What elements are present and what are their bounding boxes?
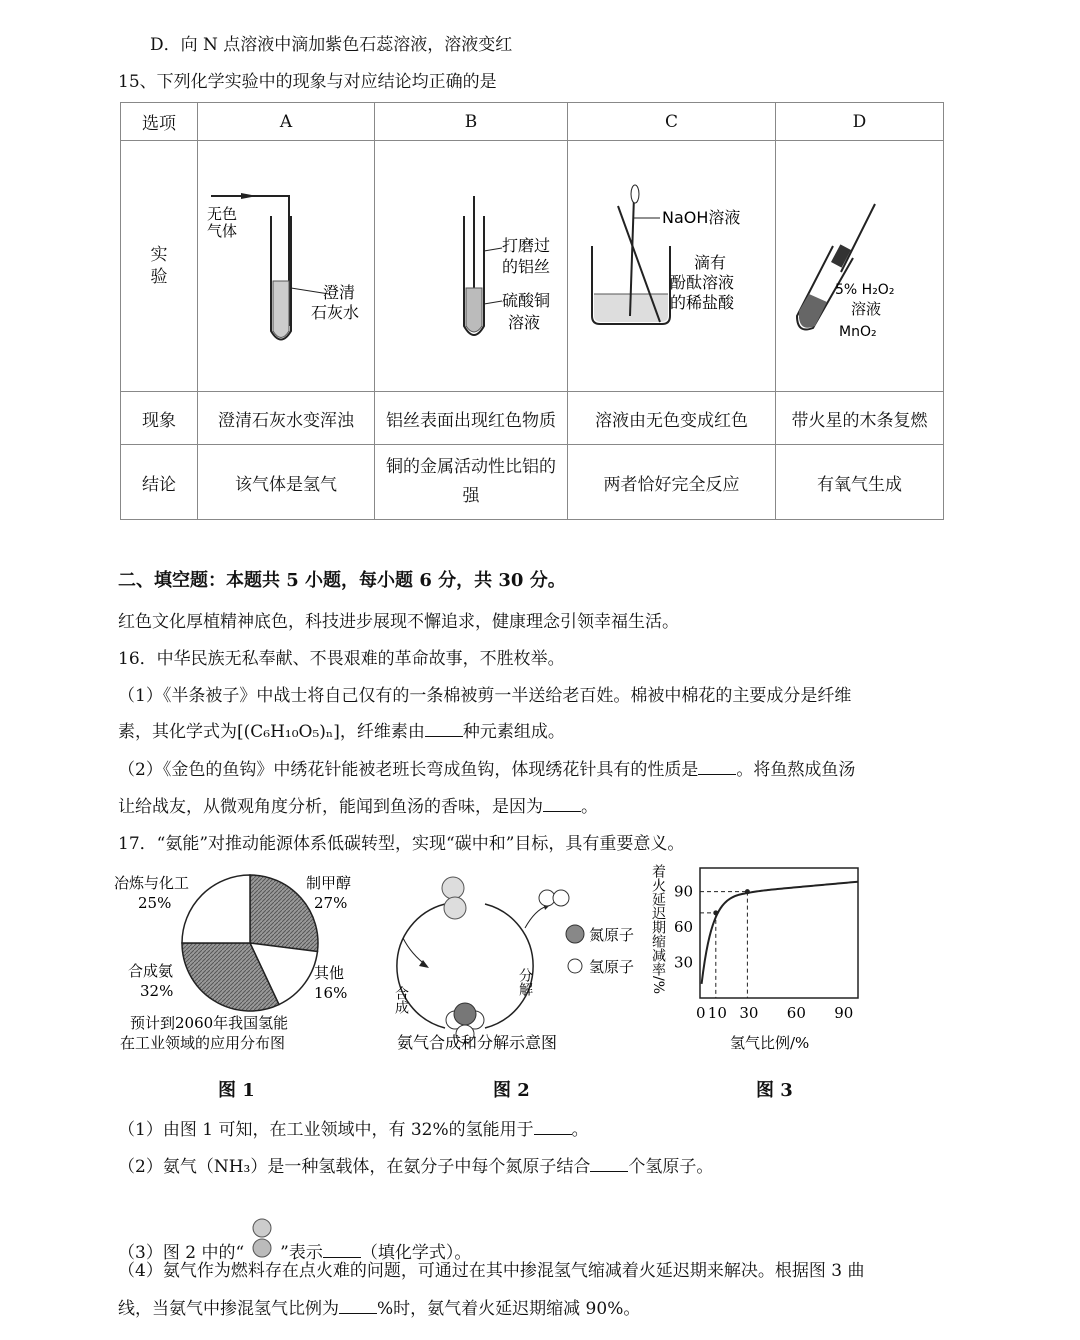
synth-label: 合成 <box>393 986 409 1014</box>
conclusion-a: 该气体是氢气 <box>198 445 375 520</box>
conclusion-b: 铜的金属活动性比铝的强 <box>375 445 568 520</box>
pie-label-3: 合成氨 <box>128 962 174 980</box>
label-naoh: NaOH溶液 <box>661 208 740 227</box>
label-acid-3: 的稀盐酸 <box>669 293 734 312</box>
experiment-d-diagram <box>777 176 943 356</box>
header-option: 选项 <box>121 103 198 141</box>
delay-curve <box>702 882 858 984</box>
y-tick-label: 30 <box>674 953 694 972</box>
q16-p2b: 让给战友，从微观角度分析，能闻到鱼汤的香味，是因为 。 <box>118 797 598 817</box>
x-tick-label: 90 <box>834 1004 854 1022</box>
q14-option-d: D．向 N 点溶液中滴加紫色石蕊溶液，溶液变红 <box>150 35 513 55</box>
experiment-b-diagram <box>378 176 564 356</box>
guide-point-1 <box>745 889 750 894</box>
q17-stem: 17．“氨能”对推动能源体系低碳转型，实现“碳中和”目标，具有重要意义。 <box>118 834 685 854</box>
pie-chart <box>110 858 380 1058</box>
label-h2o2-2: 溶液 <box>850 300 881 318</box>
header-d: D <box>776 103 944 141</box>
experiment-c-diagram <box>572 176 772 356</box>
q16-p1a: （1）《半条被子》中战士将自己仅有的一条棉被剪一半送给老百姓。棉被中棉花的主要成分是纤维 <box>118 686 852 706</box>
delay-curve-chart <box>638 858 890 1058</box>
fig1-title-1: 预计到2060年我国氢能 <box>130 1014 289 1032</box>
section-intro: 红色文化厚植精神底色，科技进步展现不懈追求，健康理念引领幸福生活。 <box>118 612 679 632</box>
answer-blank[interactable] <box>543 797 581 812</box>
row-label-conclusion: 结论 <box>121 445 198 520</box>
q17-figures <box>110 858 890 1103</box>
pie-pct-0: 25% <box>138 894 172 912</box>
label-gas <box>207 205 237 240</box>
fig1-title-2: 在工业领域的应用分布图 <box>120 1034 286 1052</box>
q16-p2a: （2）《金色的鱼钩》中绣花针能被老班长弯成鱼钩，体现绣花针具有的性质是 。将鱼熬成鱼汤 <box>118 760 856 780</box>
decomp-label: 分解 <box>517 968 533 996</box>
conclusion-d: 有氧气生成 <box>776 445 944 520</box>
answer-blank[interactable] <box>590 1157 628 1172</box>
q17-p2: （2）氨气（NH₃）是一种氢载体，在氨分子中每个氮原子结合 个氢原子。 <box>118 1157 714 1177</box>
header-a: A <box>198 103 375 141</box>
pie-label-1: 制甲醇 <box>306 874 352 892</box>
row-label-phenomenon: 现象 <box>121 392 198 445</box>
fig2-title: 氨气合成和分解示意图 <box>397 1033 558 1052</box>
label-h2o2-1: 5% H₂O₂ <box>834 282 894 298</box>
label-cu-2: 溶液 <box>508 313 541 332</box>
pie-slice-0 <box>182 875 250 943</box>
x-tick-label: 10 <box>707 1004 727 1022</box>
experiment-b-cell <box>375 141 568 392</box>
experiment-a-cell <box>198 141 375 392</box>
ammonia-diagram <box>375 858 645 1058</box>
label-mno2: MnO₂ <box>838 324 877 340</box>
pie-label-2: 其他 <box>314 964 345 982</box>
plot-frame <box>700 868 858 998</box>
x-tick-label: 30 <box>739 1004 759 1022</box>
fig1-caption: 图 1 <box>218 1080 255 1101</box>
phenomenon-d: 带火星的木条复燃 <box>776 392 944 445</box>
y-axis-label: 着火延迟期缩减率/% <box>650 864 666 995</box>
q17-p3: （3）图 2 中的“ ”表示 （填化学式）。 <box>118 1218 471 1264</box>
n-atom-legend-icon <box>566 925 584 943</box>
pie-pct-1: 27% <box>314 894 348 912</box>
conclusion-c: 两者恰好完全反应 <box>568 445 776 520</box>
label-lime-2: 石灰水 <box>311 303 360 322</box>
section-title: 二、填空题：本题共 5 小题，每小题 6 分，共 30 分。 <box>118 570 566 591</box>
experiment-a-diagram <box>201 176 371 356</box>
row-label-experiment: 实验 <box>121 141 198 392</box>
q15-stem: 15、下列化学实验中的现象与对应结论均正确的是 <box>118 72 497 92</box>
label-acid-2: 酚酞溶液 <box>669 273 734 292</box>
q17-p4b: 线，当氨气中掺混氢气比例为 %时，氨气着火延迟期缩减 90%。 <box>118 1299 641 1319</box>
x-axis-label: 氢气比例/% <box>730 1034 810 1052</box>
q17-p4a: （4）氨气作为燃料存在点火难的问题，可通过在其中掺混氢气缩减着火延迟期来解决。根据图 3 曲 <box>118 1261 865 1281</box>
h-atom-legend-icon <box>568 959 582 973</box>
label-cu-1: 硫酸铜 <box>502 291 551 310</box>
q16-stem: 16．中华民族无私奉献、不畏艰难的革命故事，不胜枚举。 <box>118 649 565 669</box>
answer-blank[interactable] <box>698 760 736 775</box>
pie-slices <box>182 875 318 1011</box>
answer-blank[interactable] <box>425 722 463 737</box>
label-al-2: 的铝丝 <box>502 257 551 276</box>
guide-point-0 <box>713 910 718 915</box>
x-tick-label: 0 <box>696 1004 706 1022</box>
figure-1 <box>110 858 380 1103</box>
nh3-molecule <box>454 1003 476 1025</box>
q15-table <box>120 102 944 520</box>
header-b: B <box>375 103 568 141</box>
q17-p1: （1）由图 1 可知，在工业领域中，有 32%的氢能用于 。 <box>118 1120 589 1140</box>
pie-pct-2: 16% <box>314 984 348 1002</box>
figure-2 <box>375 858 645 1103</box>
label-acid-1: 滴有 <box>693 253 726 272</box>
h-atom-label: 氢原子 <box>589 958 635 976</box>
pie-pct-3: 32% <box>140 982 174 1000</box>
figure-3 <box>638 858 890 1103</box>
experiment-c-cell <box>568 141 776 392</box>
n-atom-label: 氮原子 <box>589 926 635 944</box>
header-c: C <box>568 103 776 141</box>
x-tick-label: 60 <box>786 1004 806 1022</box>
h2-molecule-top <box>442 877 464 899</box>
experiment-d-cell <box>776 141 944 392</box>
answer-blank[interactable] <box>339 1299 377 1314</box>
phenomenon-c: 溶液由无色变成红色 <box>568 392 776 445</box>
answer-blank[interactable] <box>534 1120 572 1135</box>
svg-text:无色: 无色 <box>207 205 238 223</box>
y-tick-label: 90 <box>674 882 694 901</box>
q16-p1b: 素，其化学式为[(C₆H₁₀O₅)ₙ]，纤维素由 种元素组成。 <box>118 722 565 742</box>
label-al-1: 打磨过 <box>502 236 551 255</box>
fig2-caption: 图 2 <box>493 1080 530 1101</box>
fig3-caption: 图 3 <box>756 1080 793 1101</box>
phenomenon-b: 铝丝表面出现红色物质 <box>375 392 568 445</box>
phenomenon-a: 澄清石灰水变浑浊 <box>198 392 375 445</box>
svg-text:气体: 气体 <box>207 222 238 240</box>
y-tick-label: 60 <box>674 918 694 937</box>
label-lime-1: 澄清 <box>323 283 356 302</box>
pie-label-0: 冶炼与化工 <box>114 874 190 892</box>
